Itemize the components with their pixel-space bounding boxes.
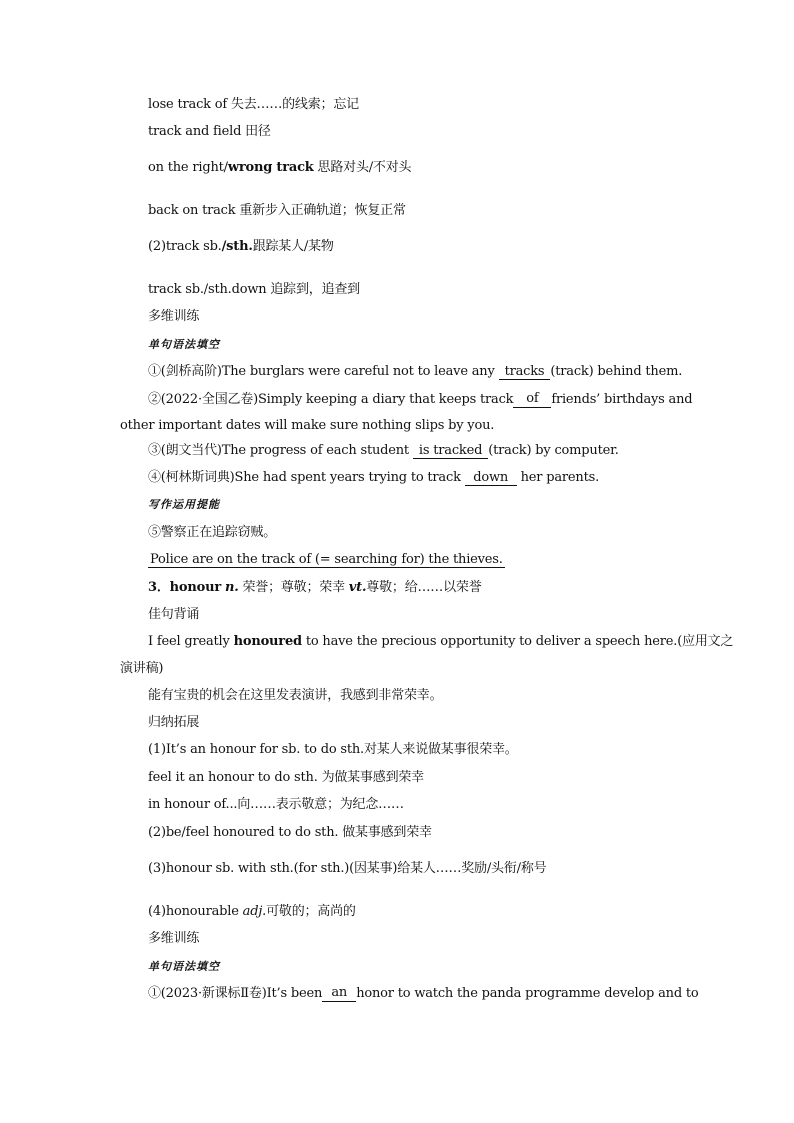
part-of-speech: n. bbox=[224, 580, 239, 595]
bold-text: wrong track bbox=[227, 160, 314, 175]
text-line: back on track 重新步入正确轨道；恢复正常 bbox=[148, 203, 406, 218]
question-text: ①(剑桥高阶)The burglars were careful not to leave any bbox=[148, 364, 499, 379]
question-text: (track) by computer. bbox=[488, 443, 619, 458]
text-line: track sb./sth.down 追踪到，追查到 bbox=[148, 282, 360, 297]
text-line: in honour of...向……表示敬意；为纪念…… bbox=[148, 797, 404, 812]
text-line: feel it an honour to do sth. 为做某事感到荣幸 bbox=[148, 770, 424, 785]
text-line: (2)be/feel honoured to do sth. 做某事感到荣幸 bbox=[148, 825, 432, 840]
text-segment: on the right/ bbox=[148, 160, 228, 175]
answer-blank: of bbox=[513, 392, 551, 408]
section-heading: 归纳拓展 bbox=[148, 715, 200, 730]
text-line: lose track of 失去……的线索；忘记 bbox=[148, 97, 359, 112]
question-text: ③(朗文当代)The progress of each student bbox=[148, 443, 413, 458]
bold-text: honoured bbox=[233, 634, 302, 649]
answer-blank: is tracked bbox=[413, 444, 488, 459]
answer-blank: down bbox=[465, 471, 517, 486]
headword: honour bbox=[169, 580, 222, 595]
text-segment: 思路对头/不对头 bbox=[313, 160, 412, 175]
definition: 荣誉；尊敬；荣幸 bbox=[238, 580, 349, 595]
exercise-item bbox=[148, 443, 619, 459]
text-line: other important dates will make sure nothing slips by you. bbox=[120, 418, 495, 433]
text-line: 演讲稿) bbox=[120, 661, 164, 676]
answer-blank: Police are on the track of (= searching for) the thieves. bbox=[150, 552, 503, 567]
question-text: ②(2022·全国乙卷)Simply keeping a diary that keeps track bbox=[148, 392, 514, 407]
text-segment: 跟踪某人/某物 bbox=[252, 239, 334, 254]
text-line: (1)It’s an honour for sb. to do sth.对某人来说做某事很荣幸。 bbox=[148, 742, 518, 757]
text-segment: to have the precious opportunity to deliver a speech here.(应用文之 bbox=[301, 634, 734, 649]
part-of-speech: adj. bbox=[242, 904, 267, 919]
question-text: honor to watch the panda programme develop and to bbox=[356, 986, 699, 1001]
text-line bbox=[148, 160, 411, 176]
text-segment: 可敬的；高尚的 bbox=[266, 904, 356, 919]
answer-line bbox=[148, 552, 505, 568]
question-text: her parents. bbox=[516, 470, 600, 485]
text-segment: (2)track sb. bbox=[148, 239, 222, 254]
section-heading: 多维训练 bbox=[148, 931, 200, 946]
text-segment: I feel greatly bbox=[148, 634, 234, 649]
exercise-item bbox=[148, 985, 699, 1002]
entry-heading bbox=[148, 580, 482, 596]
exercise-item bbox=[148, 470, 599, 486]
text-line bbox=[148, 904, 356, 920]
entry-number: 3． bbox=[148, 580, 170, 595]
section-heading: 佳句背诵 bbox=[148, 607, 200, 622]
part-of-speech: vt. bbox=[348, 580, 367, 595]
answer-blank: an bbox=[322, 986, 356, 1002]
bold-text: /sth. bbox=[221, 239, 253, 254]
answer-blank: tracks bbox=[499, 365, 551, 380]
question-text: (track) behind them. bbox=[550, 364, 683, 379]
text-line bbox=[148, 239, 334, 255]
question-text: friends’ birthdays and bbox=[551, 392, 693, 407]
subsection-heading: 单句语法填空 bbox=[148, 338, 220, 351]
question-text: ④(柯林斯词典)She had spent years trying to track bbox=[148, 470, 465, 485]
text-line bbox=[148, 634, 734, 650]
subsection-heading: 单句语法填空 bbox=[148, 960, 220, 973]
text-line: track and field 田径 bbox=[148, 124, 271, 139]
text-segment: (4)honourable bbox=[148, 904, 243, 919]
definition: 尊敬；给……以荣誉 bbox=[366, 580, 482, 595]
subsection-heading: 写作运用提能 bbox=[148, 498, 220, 511]
section-heading: 多维训练 bbox=[148, 309, 200, 324]
exercise-item bbox=[148, 364, 682, 380]
exercise-item: ⑤警察正在追踪窃贼。 bbox=[148, 525, 277, 540]
text-line: (3)honour sb. with sth.(for sth.)(因某事)给某人……奖励/头衔/称号 bbox=[148, 861, 547, 876]
text-line: 能有宝贵的机会在这里发表演讲，我感到非常荣幸。 bbox=[148, 688, 443, 703]
question-text: ①(2023·新课标Ⅱ卷)It’s been bbox=[148, 986, 323, 1001]
exercise-item bbox=[148, 391, 693, 408]
